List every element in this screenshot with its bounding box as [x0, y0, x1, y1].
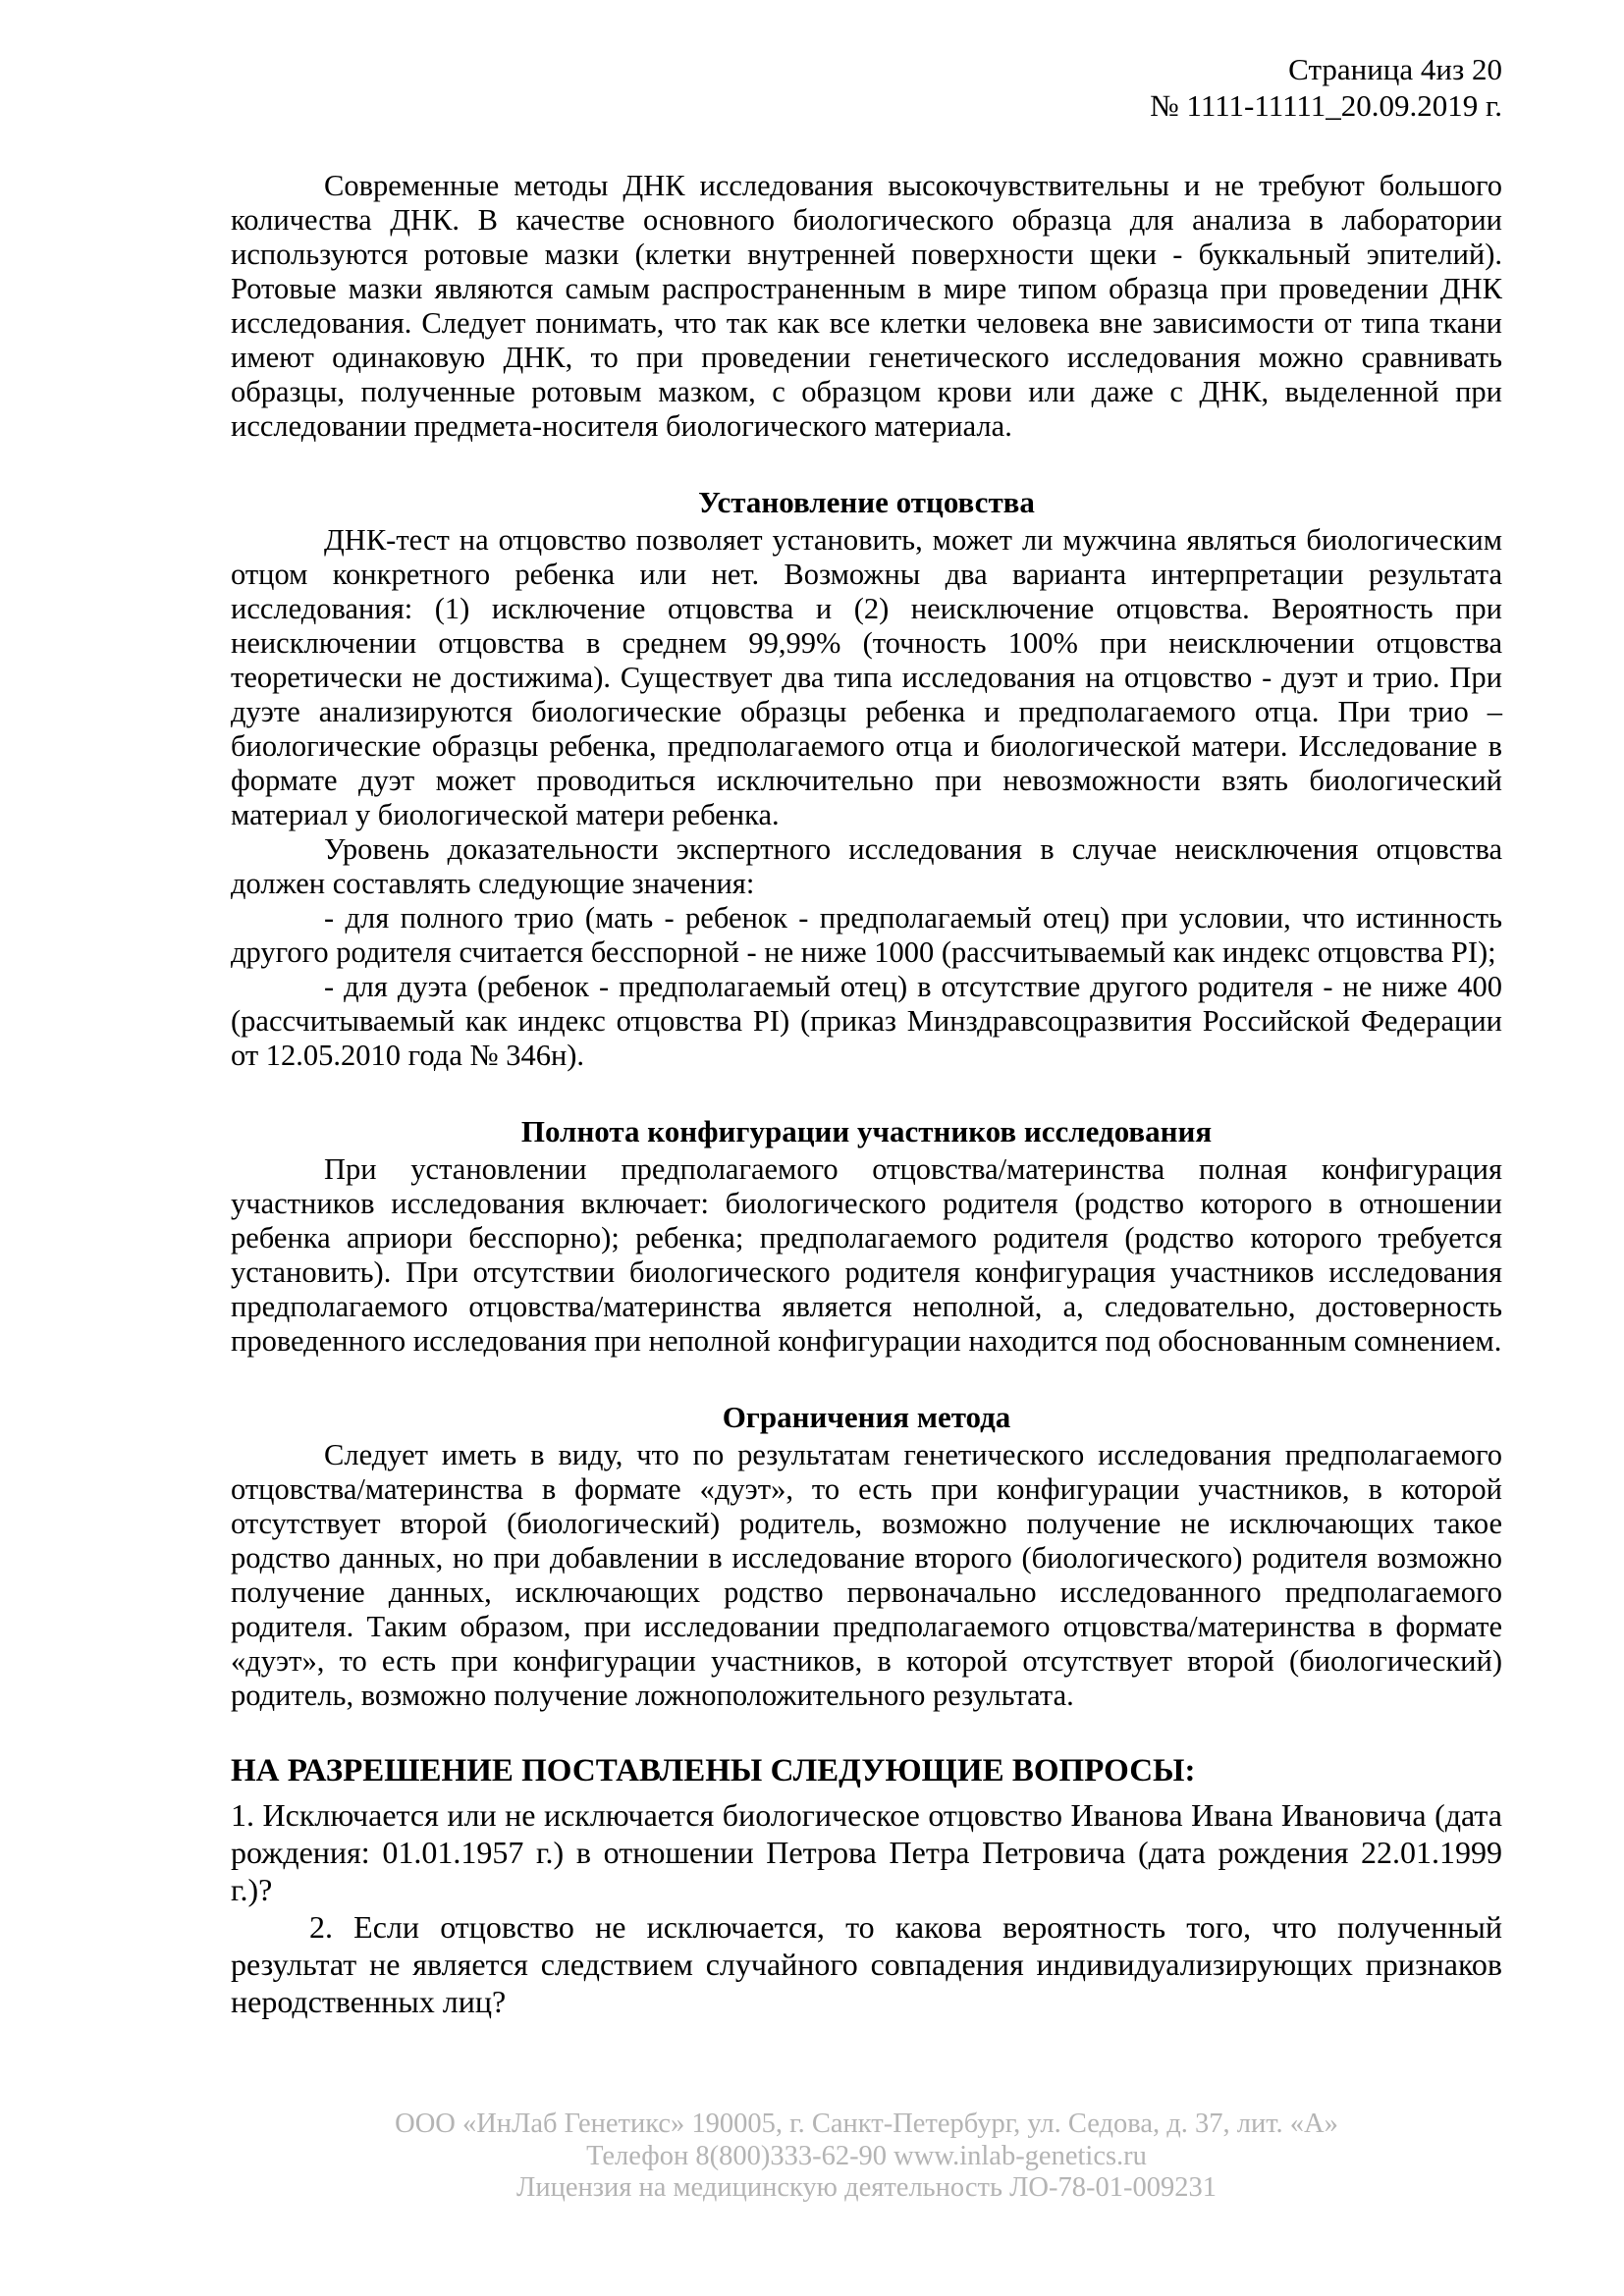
document-number: № 1111-11111_20.09.2019 г.	[1150, 88, 1502, 123]
paragraph: При установлении предполагаемого отцовства/материнства полная конфигурация участников исследования включает: биологического родителя (родство которого в отношении ребенка априори бесспорно); ребенка; предполагаемого родителя (родство которого требуется установить). При отсутствии биологического родителя конфигурация участников исследования предполагаемого отцовства/материнства является неполной, а, следовательно, достоверность проведенного исследования при неполной конфигурации находится под обоснованным сомнением.	[231, 1152, 1502, 1358]
document-content	[231, 0, 1502, 2020]
section-heading-configuration: Полнота конфигурации участников исследования	[520, 1114, 1213, 1148]
section-configuration	[231, 1114, 1502, 1359]
footer-company: ООО «ИнЛаб Генетикс» 190005, г. Санкт-Петербург, ул. Седова, д. 37, лит. «А»	[395, 2109, 1338, 2139]
footer-phone: Телефон 8(800)333-62-90 www.inlab-genetics.ru	[586, 2140, 1147, 2171]
section-paternity	[231, 485, 1502, 1073]
paragraph: Следует иметь в виду, что по результатам генетического исследования предполагаемого отцовства/материнства в формате «дуэт», то есть при конфигурации участников, в которой отсутствует второй (биологический) родитель, возможно получение не исключающих такое родство данных, но при добавлении в исследование второго (биологического) родителя возможно получение данных, исключающих родство первоначально исследованного предполагаемого родителя. Таким образом, при исследовании предполагаемого отцовства/материнства в формате «дуэт», то есть при конфигурации участников, в которой отсутствует второй (биологический) родитель, возможно получение ложноположительного результата.	[231, 1438, 1502, 1712]
page-header	[231, 51, 1502, 124]
section-heading-paternity: Установление отцовства	[698, 485, 1035, 519]
section-heading-limitations: Ограничения метода	[722, 1400, 1011, 1434]
paragraph: Уровень доказательности экспертного исследования в случае неисключения отцовства должен составлять следующие значения:	[231, 832, 1502, 900]
page-footer	[231, 2109, 1502, 2205]
footer-license: Лицензия на медицинскую деятельность ЛО-78-01-009231	[516, 2172, 1217, 2203]
section-questions	[231, 1752, 1502, 2020]
paragraph: ДНК-тест на отцовство позволяет установить, может ли мужчина являться биологическим отцом конкретного ребенка или нет. Возможны два варианта интерпретации результата исследования: (1) исключение отцовства и (2) неисключение отцовства. Вероятность при неисключении отцовства в среднем 99,99% (точность 100% при неисключении отцовства теоретически не достижима). Существует два типа исследования на отцовство - дуэт и трио. При дуэте анализируются биологические образцы ребенка и предполагаемого отца. При трио – биологические образцы ребенка, предполагаемого отца и биологической матери. Исследование в формате дуэт может проводиться исключительно при невозможности взять биологический материал у биологической матери ребенка.	[231, 523, 1502, 831]
intro-paragraph: Современные методы ДНК исследования высокочувствительны и не требуют большого количества ДНК. В качестве основного биологического образца для анализа в лаборатории используются ротовые мазки (клетки внутренней поверхности щеки - буккальный эпителий). Ротовые мазки являются самым распространенным в мире типом образца при проведении ДНК исследования. Следует понимать, что так как все клетки человека вне зависимости от типа ткани имеют одинаковую ДНК, то при проведении генетического исследования можно сравнивать образцы, полученные ротовым мазком, с образцом крови или даже с ДНК, выделенной при исследовании предмета-носителя биологического материала.	[231, 169, 1502, 443]
questions-heading: НА РАЗРЕШЕНИЕ ПОСТАВЛЕНЫ СЛЕДУЮЩИЕ ВОПРОСЫ:	[231, 1753, 1196, 1789]
question-1: 1. Исключается или не исключается биологическое отцовство Иванова Ивана Ивановича (дата рождения: 01.01.1957 г.) в отношении Петрова Петра Петровича (дата рождения 22.01.1999 г.)?	[231, 1797, 1502, 1907]
list-item-trio: - для полного трио (мать - ребенок - предполагаемый отец) при условии, что истинность другого родителя считается бесспорной - не ниже 1000 (рассчитываемый как индекс отцовства PI);	[231, 901, 1502, 969]
question-2: 2. Если отцовство не исключается, то какова вероятность того, что полученный результат не является следствием случайного совпадения индивидуализирующих признаков неродственных лиц?	[231, 1909, 1502, 2019]
page-number: Страница 4из 20	[1288, 52, 1502, 86]
section-limitations	[231, 1400, 1502, 1713]
list-item-duet: - для дуэта (ребенок - предполагаемый отец) в отсутствие другого родителя - не ниже 400 (рассчитываемый как индекс отцовства PI) (приказ Минздравсоцразвития Российской Федерации от 12.05.2010 года № 346н).	[231, 970, 1502, 1072]
